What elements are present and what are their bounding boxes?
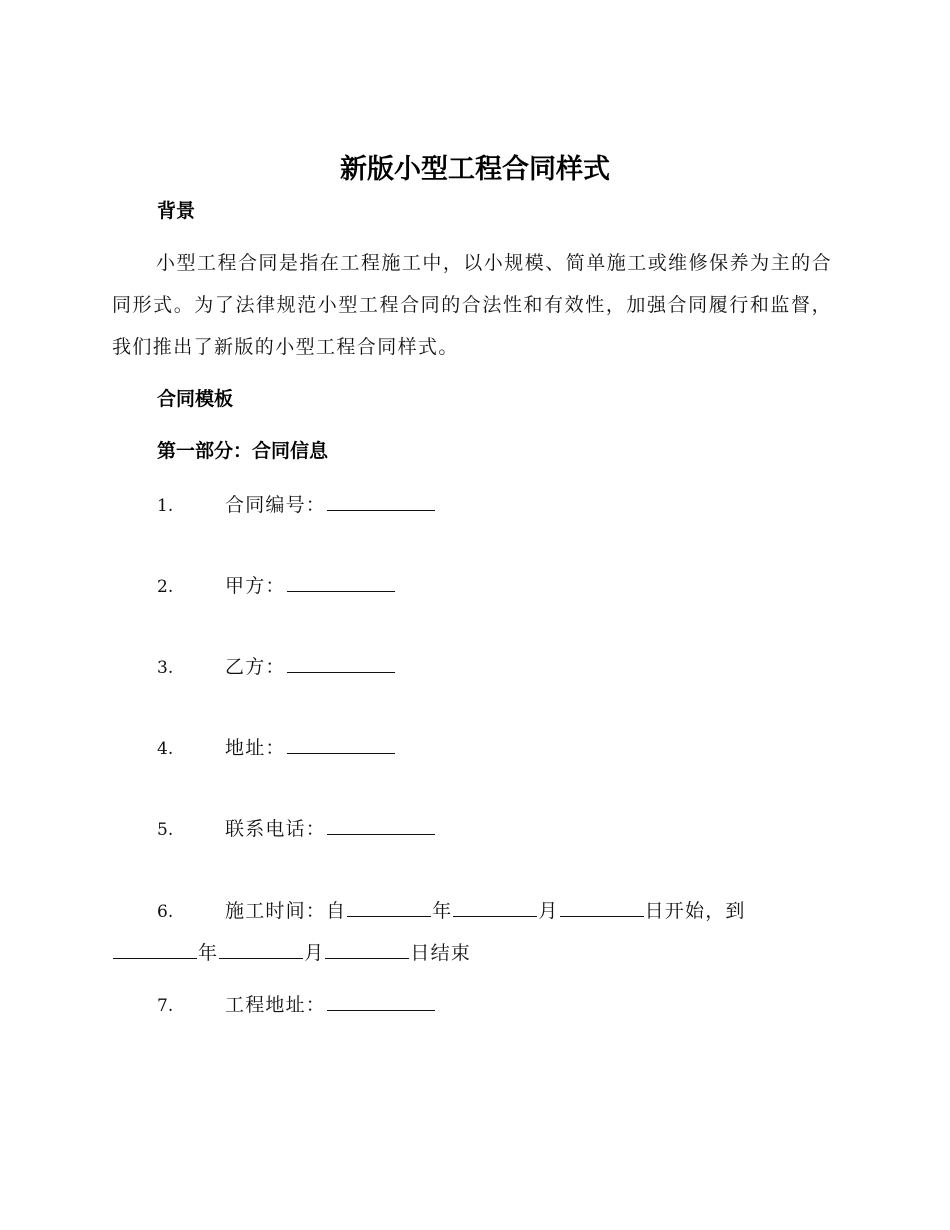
fill-blank[interactable] (327, 490, 435, 511)
construction-time-continuation (112, 938, 471, 966)
fill-blank[interactable] (287, 733, 395, 754)
item-label: 联系电话： (225, 818, 327, 840)
item-number: 3. (157, 658, 174, 678)
item-label: 乙方： (225, 656, 286, 678)
fill-blank[interactable] (287, 652, 395, 673)
fill-blank[interactable] (327, 814, 435, 835)
end-label: 日结束 (410, 942, 472, 964)
list-item-party-a (157, 571, 396, 600)
start-year-blank[interactable] (347, 896, 431, 917)
year-label: 年 (432, 900, 453, 922)
item-label: 工程地址： (225, 994, 327, 1016)
fill-blank[interactable] (287, 571, 395, 592)
list-item-phone (157, 814, 436, 843)
item-number: 1. (157, 496, 174, 516)
start-label: 日开始，到 (644, 900, 746, 922)
month-label: 月 (304, 942, 325, 964)
list-item-project-address (157, 990, 436, 1019)
template-heading: 合同模板 (157, 388, 234, 410)
item-number: 2. (157, 577, 174, 597)
end-day-blank[interactable] (325, 938, 409, 959)
item-label: 施工时间：自 (225, 900, 347, 922)
background-paragraph: 小型工程合同是指在工程施工中，以小规模、简单施工或维修保养为主的合同形式。为了法律规范小型工程合同的合法性和有效性，加强合同履行和监督，我们推出了新版的小型工程合同样式。 (112, 252, 832, 358)
list-item-contract-number (157, 490, 436, 519)
start-day-blank[interactable] (560, 896, 644, 917)
year-label: 年 (198, 942, 219, 964)
start-month-blank[interactable] (453, 896, 537, 917)
item-number: 5. (157, 820, 174, 840)
part1-heading: 第一部分：合同信息 (157, 440, 329, 462)
document-title: 新版小型工程合同样式 (340, 154, 610, 185)
item-label: 甲方： (225, 575, 286, 597)
background-heading: 背景 (157, 200, 196, 222)
list-item-construction-time (157, 896, 746, 925)
list-item-party-b (157, 652, 396, 681)
fill-blank[interactable] (327, 990, 435, 1011)
end-year-blank[interactable] (113, 938, 197, 959)
item-number: 6. (157, 902, 174, 922)
list-item-address (157, 733, 396, 762)
item-label: 合同编号： (225, 494, 327, 516)
item-number: 7. (157, 996, 174, 1016)
item-number: 4. (157, 739, 174, 759)
item-label: 地址： (225, 737, 286, 759)
month-label: 月 (538, 900, 559, 922)
end-month-blank[interactable] (219, 938, 303, 959)
